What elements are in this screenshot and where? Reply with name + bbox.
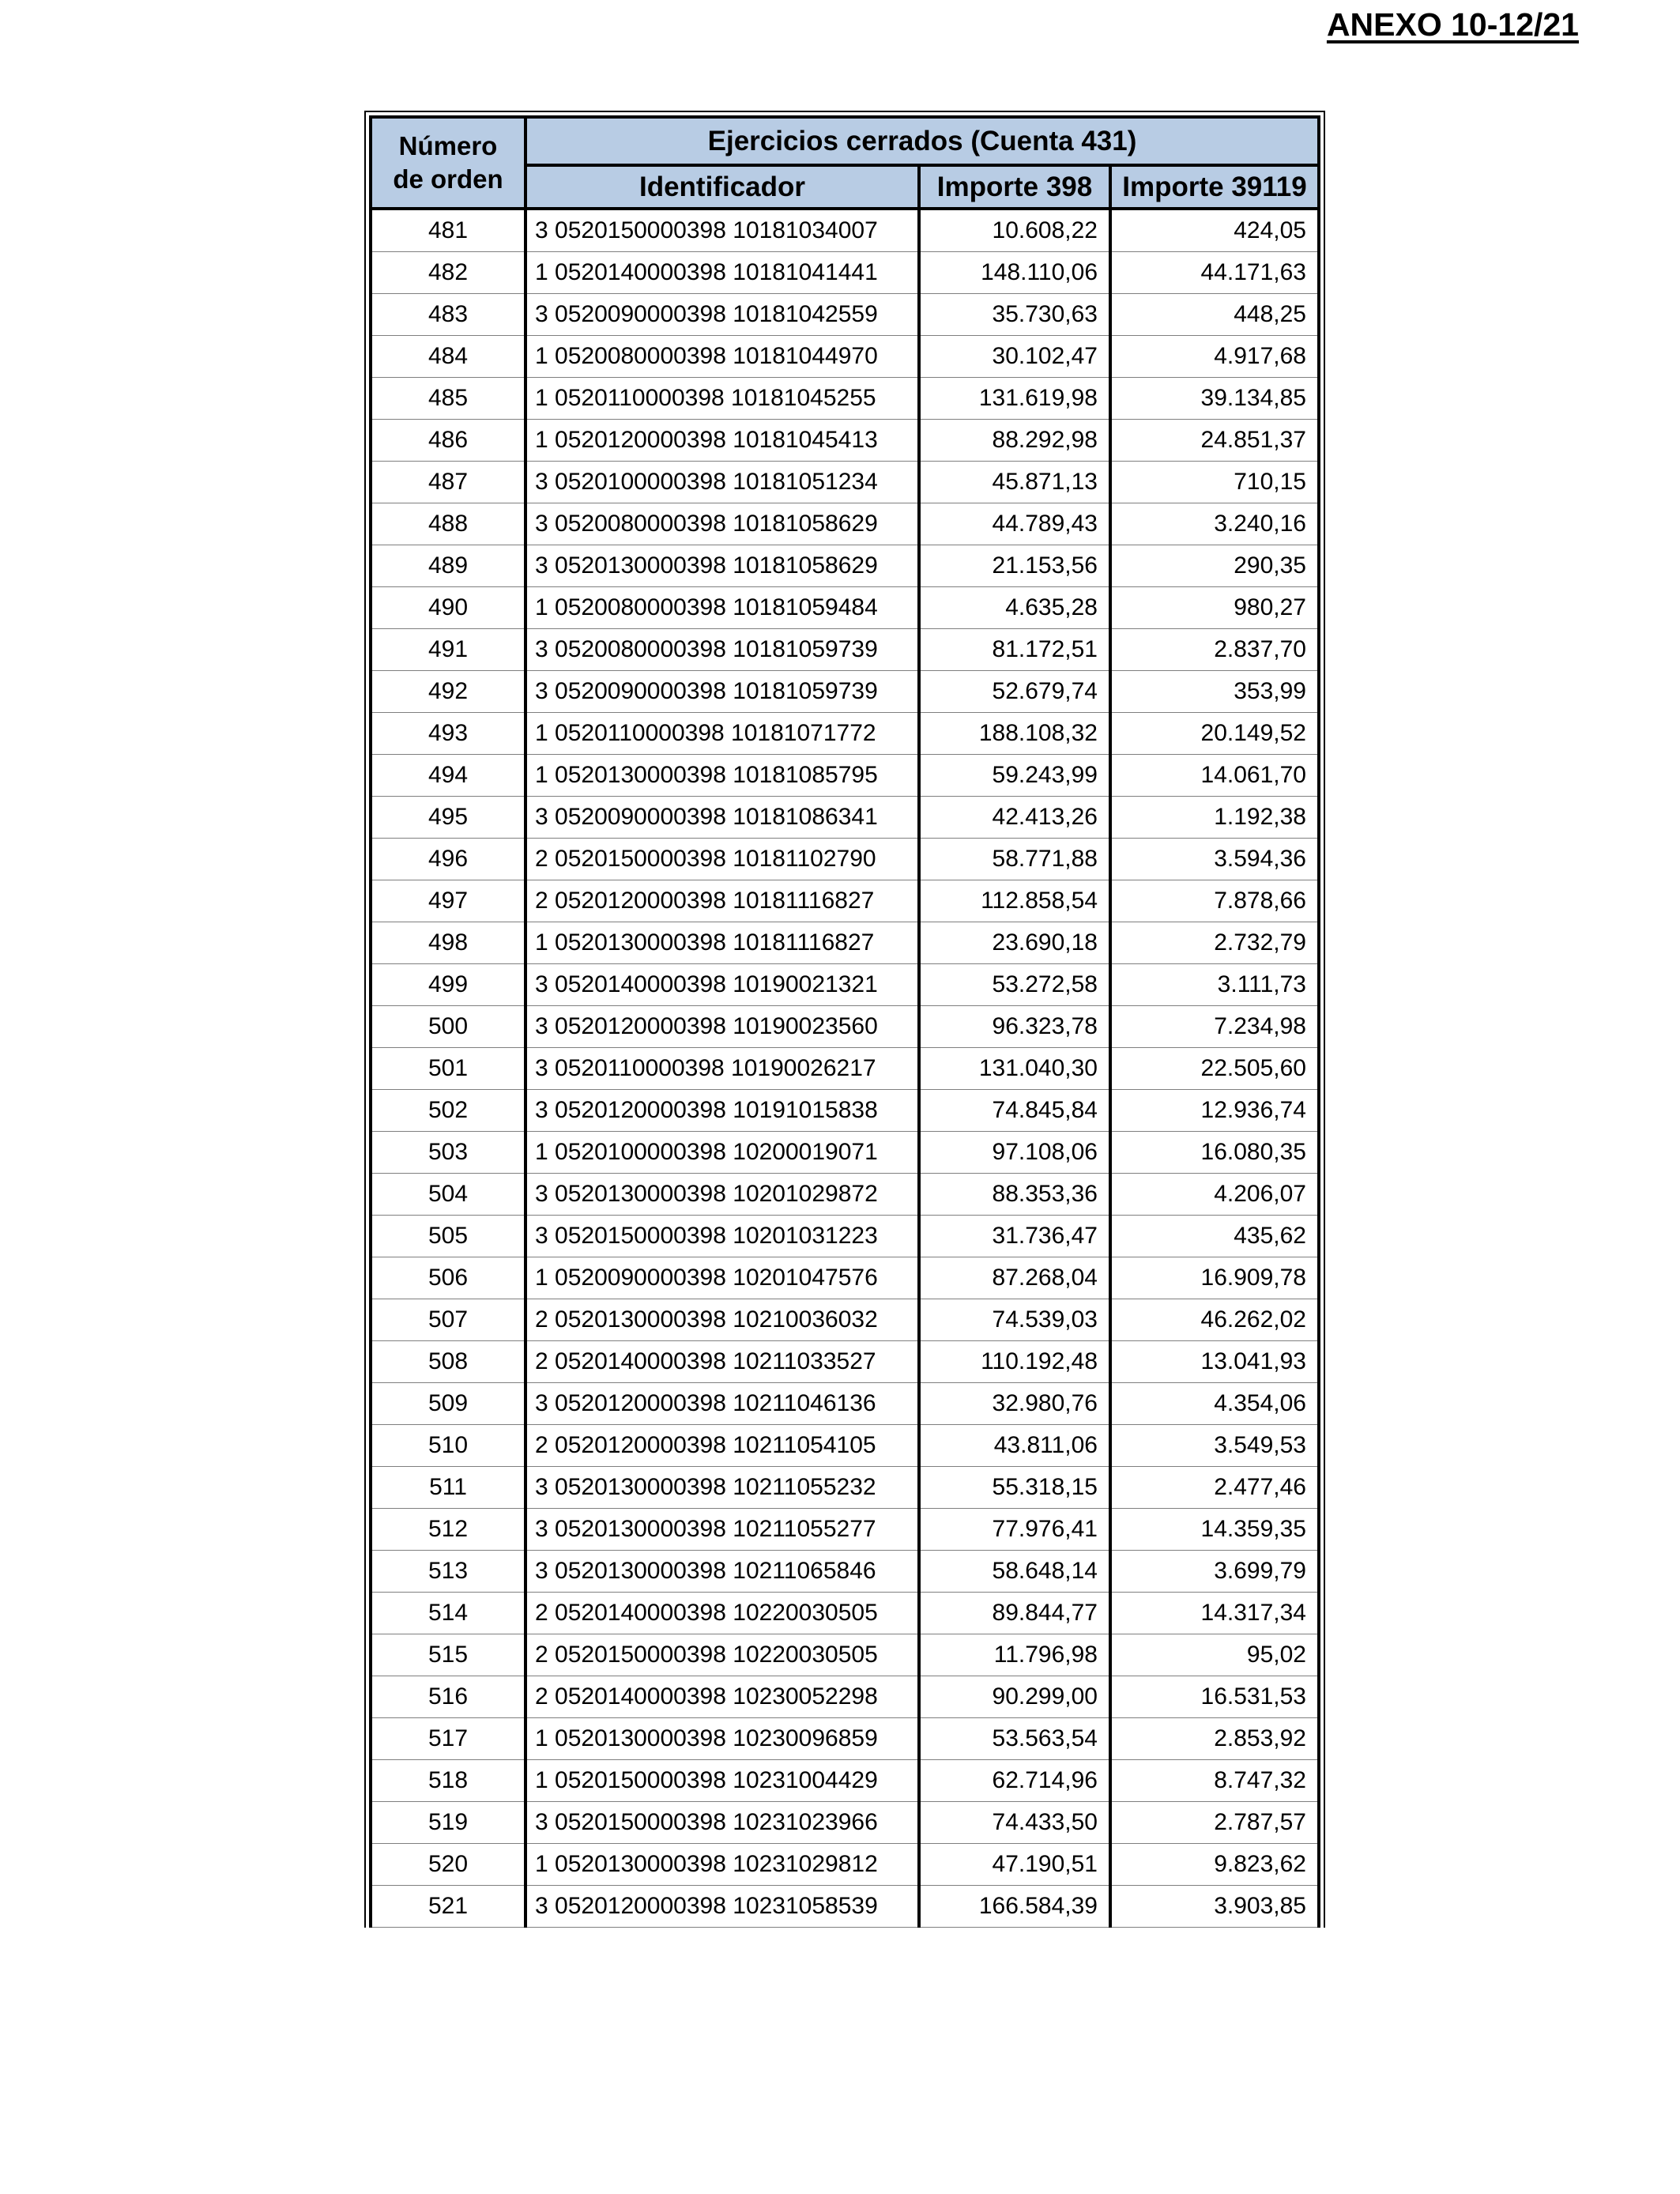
row-importe-398: 88.353,36: [919, 1174, 1110, 1216]
row-number: 504: [371, 1174, 525, 1216]
row-number: 500: [371, 1006, 525, 1048]
row-identifier: 1 0520130000398 10231029812: [525, 1844, 919, 1886]
row-number: 491: [371, 629, 525, 671]
row-importe-39119: 7.878,66: [1110, 880, 1319, 922]
row-identifier: 3 0520130000398 10211055232: [525, 1467, 919, 1509]
row-importe-39119: 95,02: [1110, 1634, 1319, 1676]
table-row: [371, 1467, 1319, 1509]
row-identifier: 3 0520080000398 10181058629: [525, 503, 919, 545]
row-importe-39119: 39.134,85: [1110, 378, 1319, 420]
row-identifier: 1 0520110000398 10181045255: [525, 378, 919, 420]
table-row: [371, 713, 1319, 755]
row-importe-39119: 22.505,60: [1110, 1048, 1319, 1090]
table-frame: [364, 111, 1325, 1928]
row-importe-398: 131.040,30: [919, 1048, 1110, 1090]
row-importe-39119: 14.359,35: [1110, 1509, 1319, 1551]
row-identifier: 3 0520150000398 10181034007: [525, 209, 919, 252]
row-identifier: 3 0520090000398 10181086341: [525, 797, 919, 839]
row-number: 509: [371, 1383, 525, 1425]
row-importe-39119: 448,25: [1110, 294, 1319, 336]
row-identifier: 3 0520090000398 10181042559: [525, 294, 919, 336]
row-identifier: 3 0520120000398 10190023560: [525, 1006, 919, 1048]
table-row: [371, 1718, 1319, 1760]
row-number: 514: [371, 1593, 525, 1634]
row-importe-398: 97.108,06: [919, 1132, 1110, 1174]
table-row: [371, 1425, 1319, 1467]
table-row: [371, 420, 1319, 462]
row-identifier: 2 0520150000398 10181102790: [525, 839, 919, 880]
row-number: 486: [371, 420, 525, 462]
row-importe-398: 31.736,47: [919, 1216, 1110, 1257]
row-number: 481: [371, 209, 525, 252]
row-importe-39119: 8.747,32: [1110, 1760, 1319, 1802]
header-group: Ejercicios cerrados (Cuenta 431): [525, 117, 1319, 165]
row-importe-398: 112.858,54: [919, 880, 1110, 922]
row-number: 495: [371, 797, 525, 839]
table-row: [371, 839, 1319, 880]
row-importe-39119: 290,35: [1110, 545, 1319, 587]
table-row: [371, 1886, 1319, 1928]
row-importe-398: 58.771,88: [919, 839, 1110, 880]
row-importe-398: 58.648,14: [919, 1551, 1110, 1593]
row-importe-398: 11.796,98: [919, 1634, 1110, 1676]
row-identifier: 3 0520150000398 10201031223: [525, 1216, 919, 1257]
table-row: [371, 1593, 1319, 1634]
row-importe-398: 42.413,26: [919, 797, 1110, 839]
row-number: 494: [371, 755, 525, 797]
row-number: 515: [371, 1634, 525, 1676]
row-number: 493: [371, 713, 525, 755]
row-importe-398: 81.172,51: [919, 629, 1110, 671]
row-number: 521: [371, 1886, 525, 1928]
row-identifier: 1 0520130000398 10230096859: [525, 1718, 919, 1760]
row-importe-398: 10.608,22: [919, 209, 1110, 252]
row-identifier: 2 0520130000398 10210036032: [525, 1299, 919, 1341]
row-identifier: 3 0520110000398 10190026217: [525, 1048, 919, 1090]
row-importe-39119: 3.240,16: [1110, 503, 1319, 545]
row-importe-398: 62.714,96: [919, 1760, 1110, 1802]
row-importe-398: 166.584,39: [919, 1886, 1110, 1928]
row-importe-398: 131.619,98: [919, 378, 1110, 420]
row-number: 513: [371, 1551, 525, 1593]
row-importe-398: 55.318,15: [919, 1467, 1110, 1509]
row-identifier: 3 0520130000398 10211055277: [525, 1509, 919, 1551]
row-importe-398: 35.730,63: [919, 294, 1110, 336]
row-number: 488: [371, 503, 525, 545]
table-row: [371, 336, 1319, 378]
row-number: 517: [371, 1718, 525, 1760]
row-importe-39119: 7.234,98: [1110, 1006, 1319, 1048]
row-importe-398: 23.690,18: [919, 922, 1110, 964]
table-body: [371, 209, 1319, 1928]
row-importe-398: 90.299,00: [919, 1676, 1110, 1718]
row-importe-39119: 424,05: [1110, 209, 1319, 252]
row-importe-39119: 3.699,79: [1110, 1551, 1319, 1593]
row-importe-398: 188.108,32: [919, 713, 1110, 755]
row-identifier: 2 0520140000398 10220030505: [525, 1593, 919, 1634]
table-header: [371, 117, 1319, 209]
row-importe-39119: 9.823,62: [1110, 1844, 1319, 1886]
table-row: [371, 1844, 1319, 1886]
row-number: 490: [371, 587, 525, 629]
row-importe-398: 52.679,74: [919, 671, 1110, 713]
row-identifier: 3 0520130000398 10181058629: [525, 545, 919, 587]
row-number: 484: [371, 336, 525, 378]
row-importe-39119: 14.317,34: [1110, 1593, 1319, 1634]
row-identifier: 1 0520080000398 10181059484: [525, 587, 919, 629]
row-importe-39119: 44.171,63: [1110, 252, 1319, 294]
row-identifier: 2 0520140000398 10211033527: [525, 1341, 919, 1383]
row-number: 497: [371, 880, 525, 922]
row-importe-398: 45.871,13: [919, 462, 1110, 503]
row-importe-39119: 2.787,57: [1110, 1802, 1319, 1844]
table-row: [371, 209, 1319, 252]
table-row: [371, 797, 1319, 839]
row-number: 519: [371, 1802, 525, 1844]
row-number: 510: [371, 1425, 525, 1467]
row-number: 507: [371, 1299, 525, 1341]
table-row: [371, 880, 1319, 922]
row-importe-398: 53.563,54: [919, 1718, 1110, 1760]
table-row: [371, 294, 1319, 336]
table-row: [371, 964, 1319, 1006]
row-importe-398: 77.976,41: [919, 1509, 1110, 1551]
row-importe-398: 87.268,04: [919, 1257, 1110, 1299]
row-importe-398: 32.980,76: [919, 1383, 1110, 1425]
row-identifier: 3 0520100000398 10181051234: [525, 462, 919, 503]
table-row: [371, 252, 1319, 294]
row-importe-39119: 353,99: [1110, 671, 1319, 713]
row-importe-398: 21.153,56: [919, 545, 1110, 587]
table-row: [371, 922, 1319, 964]
row-number: 518: [371, 1760, 525, 1802]
row-importe-39119: 1.192,38: [1110, 797, 1319, 839]
row-importe-398: 96.323,78: [919, 1006, 1110, 1048]
row-importe-398: 74.433,50: [919, 1802, 1110, 1844]
row-identifier: 3 0520150000398 10231023966: [525, 1802, 919, 1844]
row-importe-398: 74.845,84: [919, 1090, 1110, 1132]
row-importe-39119: 16.909,78: [1110, 1257, 1319, 1299]
row-identifier: 1 0520080000398 10181044970: [525, 336, 919, 378]
table-row: [371, 1802, 1319, 1844]
row-importe-39119: 16.531,53: [1110, 1676, 1319, 1718]
row-number: 520: [371, 1844, 525, 1886]
row-importe-398: 4.635,28: [919, 587, 1110, 629]
row-identifier: 2 0520150000398 10220030505: [525, 1634, 919, 1676]
table-row: [371, 1676, 1319, 1718]
table-row: [371, 1216, 1319, 1257]
row-number: 485: [371, 378, 525, 420]
header-number: Número de orden: [371, 117, 525, 209]
table-row: [371, 1090, 1319, 1132]
row-number: 498: [371, 922, 525, 964]
row-importe-398: 43.811,06: [919, 1425, 1110, 1467]
row-identifier: 1 0520150000398 10231004429: [525, 1760, 919, 1802]
row-number: 483: [371, 294, 525, 336]
table-row: [371, 1383, 1319, 1425]
row-identifier: 1 0520140000398 10181041441: [525, 252, 919, 294]
row-importe-39119: 710,15: [1110, 462, 1319, 503]
row-number: 499: [371, 964, 525, 1006]
ledger-table: [369, 115, 1320, 1928]
row-importe-39119: 3.549,53: [1110, 1425, 1319, 1467]
row-identifier: 1 0520110000398 10181071772: [525, 713, 919, 755]
header-importe-398: Importe 398: [919, 165, 1110, 209]
row-identifier: 1 0520090000398 10201047576: [525, 1257, 919, 1299]
table-row: [371, 1006, 1319, 1048]
row-number: 496: [371, 839, 525, 880]
row-number: 501: [371, 1048, 525, 1090]
row-importe-39119: 2.732,79: [1110, 922, 1319, 964]
row-number: 505: [371, 1216, 525, 1257]
row-importe-39119: 12.936,74: [1110, 1090, 1319, 1132]
row-importe-39119: 13.041,93: [1110, 1341, 1319, 1383]
table-row: [371, 503, 1319, 545]
row-number: 512: [371, 1509, 525, 1551]
row-importe-39119: 4.917,68: [1110, 336, 1319, 378]
table-row: [371, 1634, 1319, 1676]
row-importe-39119: 3.594,36: [1110, 839, 1319, 880]
row-importe-39119: 980,27: [1110, 587, 1319, 629]
table-row: [371, 1551, 1319, 1593]
header-importe-39119: Importe 39119: [1110, 165, 1319, 209]
row-identifier: 1 0520100000398 10200019071: [525, 1132, 919, 1174]
row-number: 489: [371, 545, 525, 587]
row-importe-398: 148.110,06: [919, 252, 1110, 294]
table-row: [371, 587, 1319, 629]
row-identifier: 3 0520120000398 10191015838: [525, 1090, 919, 1132]
row-importe-39119: 16.080,35: [1110, 1132, 1319, 1174]
row-importe-398: 88.292,98: [919, 420, 1110, 462]
row-identifier: 3 0520080000398 10181059739: [525, 629, 919, 671]
row-importe-39119: 2.477,46: [1110, 1467, 1319, 1509]
row-identifier: 3 0520120000398 10231058539: [525, 1886, 919, 1928]
row-identifier: 2 0520120000398 10181116827: [525, 880, 919, 922]
row-identifier: 2 0520120000398 10211054105: [525, 1425, 919, 1467]
row-importe-39119: 4.354,06: [1110, 1383, 1319, 1425]
row-importe-39119: 14.061,70: [1110, 755, 1319, 797]
header-identifier: Identificador: [525, 165, 919, 209]
row-number: 508: [371, 1341, 525, 1383]
table-row: [371, 1257, 1319, 1299]
annex-title: ANEXO 10-12/21: [1326, 6, 1579, 43]
row-identifier: 3 0520140000398 10190021321: [525, 964, 919, 1006]
row-importe-39119: 24.851,37: [1110, 420, 1319, 462]
table-row: [371, 462, 1319, 503]
table-row: [371, 629, 1319, 671]
row-number: 482: [371, 252, 525, 294]
row-number: 511: [371, 1467, 525, 1509]
row-importe-398: 74.539,03: [919, 1299, 1110, 1341]
row-importe-398: 59.243,99: [919, 755, 1110, 797]
row-importe-39119: 2.837,70: [1110, 629, 1319, 671]
row-identifier: 1 0520120000398 10181045413: [525, 420, 919, 462]
row-identifier: 3 0520130000398 10211065846: [525, 1551, 919, 1593]
table-row: [371, 755, 1319, 797]
row-number: 502: [371, 1090, 525, 1132]
table-row: [371, 1132, 1319, 1174]
row-identifier: 1 0520130000398 10181085795: [525, 755, 919, 797]
row-importe-39119: 20.149,52: [1110, 713, 1319, 755]
row-number: 487: [371, 462, 525, 503]
table-row: [371, 378, 1319, 420]
row-number: 492: [371, 671, 525, 713]
row-importe-398: 53.272,58: [919, 964, 1110, 1006]
row-identifier: 3 0520130000398 10201029872: [525, 1174, 919, 1216]
row-importe-39119: 4.206,07: [1110, 1174, 1319, 1216]
table-row: [371, 1299, 1319, 1341]
row-importe-398: 44.789,43: [919, 503, 1110, 545]
table-row: [371, 1174, 1319, 1216]
table-row: [371, 671, 1319, 713]
table-row: [371, 1509, 1319, 1551]
row-importe-39119: 2.853,92: [1110, 1718, 1319, 1760]
table-row: [371, 1048, 1319, 1090]
row-number: 506: [371, 1257, 525, 1299]
row-importe-398: 30.102,47: [919, 336, 1110, 378]
row-identifier: 3 0520090000398 10181059739: [525, 671, 919, 713]
row-importe-398: 47.190,51: [919, 1844, 1110, 1886]
row-identifier: 3 0520120000398 10211046136: [525, 1383, 919, 1425]
row-number: 503: [371, 1132, 525, 1174]
table-row: [371, 1341, 1319, 1383]
row-importe-39119: 435,62: [1110, 1216, 1319, 1257]
row-importe-398: 89.844,77: [919, 1593, 1110, 1634]
row-importe-39119: 46.262,02: [1110, 1299, 1319, 1341]
row-importe-398: 110.192,48: [919, 1341, 1110, 1383]
row-importe-39119: 3.111,73: [1110, 964, 1319, 1006]
table-row: [371, 545, 1319, 587]
row-identifier: 2 0520140000398 10230052298: [525, 1676, 919, 1718]
row-identifier: 1 0520130000398 10181116827: [525, 922, 919, 964]
row-importe-39119: 3.903,85: [1110, 1886, 1319, 1928]
row-number: 516: [371, 1676, 525, 1718]
table-row: [371, 1760, 1319, 1802]
